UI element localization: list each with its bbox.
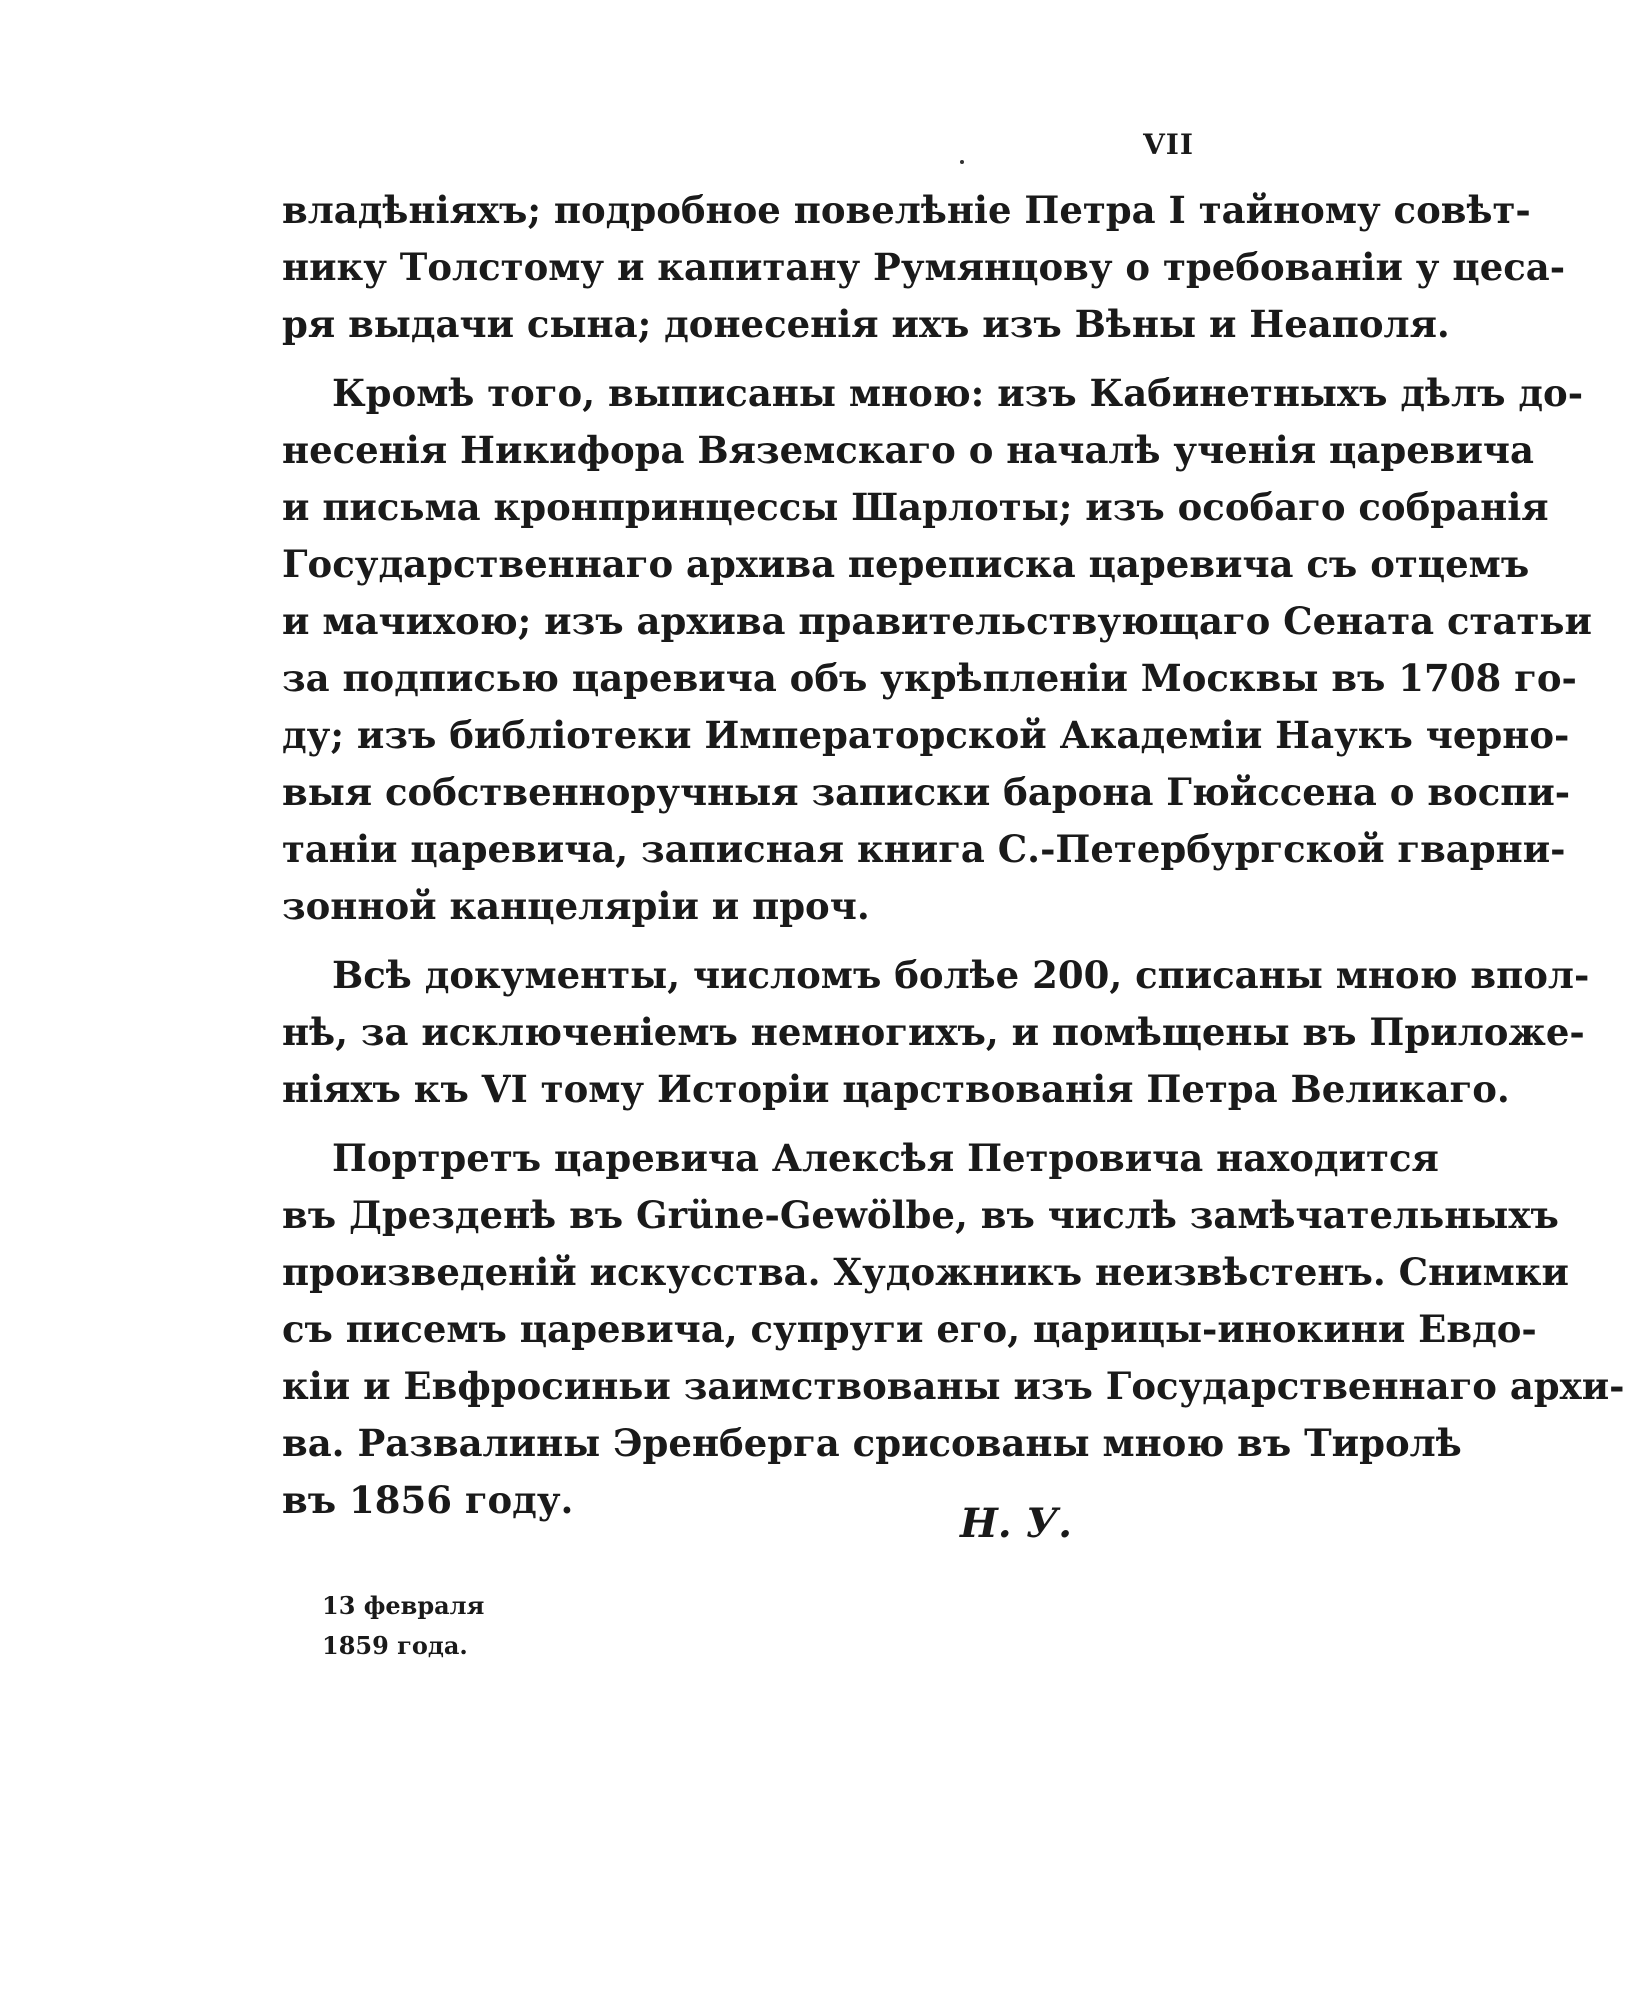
paragraph-portrait	[282, 1130, 1625, 1529]
text-line: кіи и Евфросиньи заимствованы изъ Государственнаго архи-	[282, 1364, 1625, 1408]
text-line: Государственнаго архива переписка царевича съ отцемъ	[282, 542, 1530, 586]
paragraph-documents	[282, 947, 1590, 1118]
text-line: выя собственноручныя записки барона Гюйссена о воспи-	[282, 770, 1571, 814]
text-line: зонной канцеляріи и проч.	[282, 884, 870, 928]
text-line: Всѣ документы, числомъ болѣе 200, списаны мною впол-	[332, 953, 1590, 997]
body-text	[282, 182, 1625, 1529]
text-line: и мачихою; изъ архива правительствующаго Сената статьи	[282, 599, 1592, 643]
paragraph-continuation	[282, 182, 1566, 353]
date-line: 1859 года.	[322, 1631, 468, 1660]
text-line: съ писемъ царевича, супруги его, царицы-инокини Евдо-	[282, 1307, 1537, 1351]
author-signature: Н. У.	[960, 1500, 1073, 1547]
text-line: ва. Развалины Эренберга срисованы мною въ Тиролѣ	[282, 1421, 1462, 1465]
text-line: ду; изъ библіотеки Императорской Академіи Наукъ черно-	[282, 713, 1570, 757]
date-block	[322, 1586, 484, 1666]
text-line: и письма кронпринцессы Шарлоты; изъ особаго собранія	[282, 485, 1549, 529]
text-line: нику Толстому и капитану Румянцову о требованіи у цеса-	[282, 245, 1566, 289]
date-line: 13 февраля	[322, 1591, 485, 1620]
text-line: таніи царевича, записная книга С.-Петербургской гварни-	[282, 827, 1566, 871]
text-line: за подписью царевича объ укрѣпленіи Москвы въ 1708 го-	[282, 656, 1577, 700]
text-line: владѣніяхъ; подробное повелѣніе Петра I тайному совѣт-	[282, 188, 1531, 232]
text-line: въ 1856 году.	[282, 1478, 574, 1522]
page-number: VII	[1143, 128, 1194, 161]
text-line: ніяхъ къ VI тому Исторіи царствованія Петра Великаго.	[282, 1067, 1510, 1111]
text-line: несенія Никифора Вяземскаго о началѣ ученія царевича	[282, 428, 1534, 472]
text-line: ря выдачи сына; донесенія ихъ изъ Вѣны и Неаполя.	[282, 302, 1450, 346]
print-speck	[960, 160, 964, 164]
text-line: Портретъ царевича Алексѣя Петровича находится	[332, 1136, 1439, 1180]
paragraph-sources	[282, 365, 1592, 935]
text-line: произведеній искусства. Художникъ неизвѣстенъ. Снимки	[282, 1250, 1569, 1294]
text-line: Кромѣ того, выписаны мною: изъ Кабинетныхъ дѣлъ до-	[332, 371, 1584, 415]
text-line: нѣ, за исключеніемъ немногихъ, и помѣщены въ Приложе-	[282, 1010, 1585, 1054]
text-line: въ Дрезденѣ въ Grüne-Gewölbe, въ числѣ замѣчательныхъ	[282, 1193, 1559, 1237]
